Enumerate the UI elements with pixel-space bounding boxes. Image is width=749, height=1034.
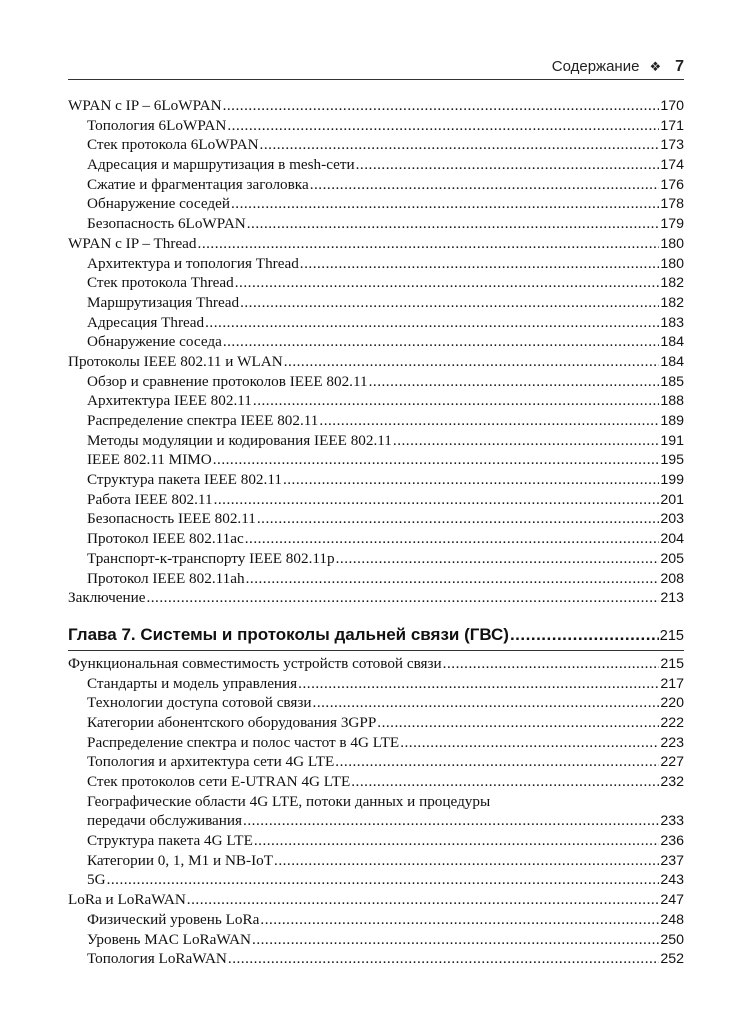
toc-entry[interactable] (68, 96, 684, 116)
toc-title: IEEE 802.11 MIMO (87, 451, 212, 469)
toc-leader (213, 450, 660, 470)
toc-page: 217 (660, 675, 684, 692)
toc-leader (300, 254, 660, 274)
toc-leader (319, 411, 659, 431)
toc-page: 227 (660, 754, 684, 771)
toc-page: 170 (660, 98, 684, 114)
toc-page: 184 (660, 334, 684, 351)
toc-entry[interactable] (68, 450, 684, 470)
toc-title: Обзор и сравнение протоколов IEEE 802.11 (87, 372, 368, 390)
running-header-title: Содержание (551, 58, 640, 75)
page-number: 7 (675, 58, 684, 75)
toc-leader (335, 752, 659, 772)
table-of-contents (68, 96, 684, 969)
toc-entry[interactable] (68, 293, 684, 313)
toc-title: Топология LoRaWAN (87, 950, 227, 968)
toc-page: 173 (660, 137, 684, 154)
toc-page: 183 (660, 314, 684, 331)
toc-page: 176 (660, 176, 684, 193)
toc-leader (260, 910, 659, 930)
toc-title: Сжатие и фрагментация заголовка (87, 175, 309, 193)
toc-title: Маршрутизация Thread (87, 293, 240, 311)
toc-page: 215 (660, 655, 684, 672)
toc-page: 247 (660, 892, 684, 909)
toc-title: Методы модуляции и кодирования IEEE 802.11 (87, 431, 392, 449)
toc-page: 180 (660, 255, 684, 272)
toc-entry[interactable] (68, 352, 684, 372)
toc-leader (400, 733, 659, 753)
toc-entry[interactable] (68, 273, 684, 293)
toc-entry[interactable] (68, 930, 684, 950)
toc-title: Стек протоколов сети E-UTRAN 4G LTE (87, 773, 351, 790)
toc-entry[interactable] (68, 772, 684, 792)
toc-page: 174 (660, 157, 684, 174)
toc-entry[interactable] (68, 674, 684, 694)
toc-page: 180 (660, 235, 684, 252)
toc-page: 248 (660, 911, 684, 928)
toc-page: 236 (660, 833, 684, 850)
toc-entry[interactable] (68, 214, 684, 234)
toc-title: Структура пакета IEEE 802.11 (87, 471, 282, 489)
toc-title: Распределение спектра и полос частот в 4G LTE (87, 733, 400, 751)
toc-chapter-7[interactable] (68, 622, 684, 648)
toc-title: Протоколы IEEE 802.11 и WLAN (68, 352, 283, 370)
toc-page: 213 (660, 590, 684, 607)
chapter-rule (68, 650, 684, 651)
toc-title: Заключение (68, 589, 146, 607)
toc-title: Стек протокола Thread (87, 274, 234, 292)
toc-entry[interactable] (68, 588, 684, 608)
toc-entry[interactable] (68, 194, 684, 214)
toc-entry[interactable] (68, 549, 684, 569)
toc-page: 182 (660, 294, 684, 311)
toc-leader (313, 693, 660, 713)
toc-title: Протокол IEEE 802.11ac (87, 530, 244, 548)
toc-leader (246, 569, 660, 589)
toc-entry[interactable] (68, 529, 684, 549)
toc-title: Стандарты и модель управления (87, 674, 298, 692)
toc-leader (274, 851, 659, 871)
toc-title: Распределение спектра IEEE 802.11 (87, 412, 319, 429)
toc-entry[interactable] (68, 155, 684, 175)
toc-page: 204 (660, 531, 684, 548)
toc-title: Категории абонентского оборудования 3GPP (87, 713, 377, 731)
toc-entry[interactable] (68, 910, 684, 930)
toc-title: Топология и архитектура сети 4G LTE (87, 753, 335, 771)
toc-page: 208 (660, 570, 684, 587)
ornament-icon: ❖ (649, 59, 662, 74)
toc-page: 171 (660, 117, 684, 134)
toc-leader (205, 313, 659, 333)
toc-entry[interactable] (68, 509, 684, 529)
toc-leader (351, 772, 659, 792)
toc-leader (240, 293, 659, 313)
toc-leader (283, 470, 659, 490)
toc-title: передачи обслуживания (87, 812, 243, 830)
toc-section-chapter7-a (68, 654, 684, 792)
toc-leader (223, 96, 660, 116)
toc-entry[interactable] (68, 391, 684, 411)
toc-leader (377, 713, 659, 733)
toc-title: Категории 0, 1, M1 и NB-IoT (87, 851, 274, 869)
toc-entry[interactable] (68, 949, 684, 969)
toc-entry[interactable] (68, 490, 684, 510)
toc-title: Стек протокола 6LoWPAN (87, 136, 259, 154)
toc-title: WPAN с IP – 6LoWPAN (68, 97, 222, 114)
toc-leader (243, 811, 659, 831)
toc-entry[interactable] (68, 890, 684, 910)
toc-title: Протокол IEEE 802.11ah (87, 569, 245, 587)
toc-leader (227, 116, 659, 136)
toc-page: 252 (660, 951, 684, 968)
toc-title: Работа IEEE 802.11 (87, 490, 213, 508)
running-header (68, 56, 684, 78)
toc-title: Физический уровень LoRa (87, 910, 260, 928)
toc-title: Географические области 4G LTE, потоки данных и процедуры (87, 792, 491, 810)
toc-leader (369, 372, 660, 392)
toc-entry[interactable] (68, 693, 684, 713)
toc-page: 195 (660, 452, 684, 469)
toc-leader (260, 135, 660, 155)
toc-page: 243 (660, 872, 684, 889)
toc-title: 5G (87, 871, 106, 889)
toc-entry[interactable] (68, 733, 684, 753)
toc-title: Функциональная совместимость устройств сотовой связи (68, 654, 442, 672)
toc-entry[interactable] (68, 175, 684, 195)
toc-chapter-title: Глава 7. Системы и протоколы дальней связи (ГВС) (68, 624, 509, 644)
toc-entry[interactable] (68, 752, 684, 772)
toc-title: Архитектура IEEE 802.11 (87, 392, 252, 410)
toc-entry[interactable] (68, 569, 684, 589)
toc-title: Уровень MAC LoRaWAN (87, 930, 252, 948)
toc-leader (257, 509, 659, 529)
toc-page: 223 (660, 734, 684, 751)
toc-leader (356, 155, 660, 175)
toc-title: Безопасность 6LoWPAN (87, 215, 246, 233)
toc-entry[interactable] (68, 870, 684, 890)
toc-entry[interactable] (68, 851, 684, 871)
toc-entry[interactable] (68, 313, 684, 333)
toc-leader (252, 930, 659, 950)
toc-leader (146, 588, 659, 608)
toc-section-chapter7-b (68, 831, 684, 969)
toc-page: 232 (660, 774, 684, 790)
toc-entry[interactable] (68, 654, 684, 674)
toc-page: 250 (660, 931, 684, 948)
toc-title: Обнаружение соседей (87, 195, 230, 213)
toc-leader (284, 352, 660, 372)
toc-entry[interactable] (68, 831, 684, 851)
header-rule (68, 79, 684, 80)
toc-title: Транспорт-к-транспорту IEEE 802.11p (87, 549, 335, 567)
toc-entry[interactable] (68, 372, 684, 392)
toc-page: 237 (660, 852, 684, 869)
toc-leader (310, 175, 660, 195)
toc-page: 201 (660, 491, 684, 508)
toc-page: 191 (660, 432, 684, 449)
toc-page: 182 (660, 275, 684, 292)
toc-title: Топология 6LoWPAN (87, 116, 227, 134)
toc-entry-multiline-first[interactable] (68, 792, 684, 812)
toc-page: 188 (660, 393, 684, 410)
toc-leader (107, 870, 660, 890)
toc-entry[interactable] (68, 431, 684, 451)
toc-leader (254, 831, 659, 851)
toc-title: Структура пакета 4G LTE (87, 832, 253, 850)
toc-leader (393, 431, 659, 451)
toc-leader (223, 332, 660, 352)
toc-title: WPAN с IP – Thread (68, 234, 197, 252)
toc-entry[interactable] (68, 411, 684, 431)
toc-title: Обнаружение соседа (87, 333, 222, 351)
toc-title: Адресация Thread (87, 313, 205, 331)
toc-leader (245, 529, 660, 549)
toc-page: 222 (660, 714, 684, 731)
toc-leader (336, 549, 660, 569)
toc-leader (253, 391, 659, 411)
toc-page: 178 (660, 196, 684, 213)
toc-leader (247, 214, 660, 234)
toc-entry[interactable] (68, 470, 684, 490)
toc-title: LoRa и LoRaWAN (68, 891, 186, 909)
toc-page: 179 (660, 216, 684, 233)
toc-page: 189 (660, 413, 684, 429)
toc-leader (231, 194, 659, 214)
toc-leader (228, 949, 659, 969)
toc-page: 220 (660, 695, 684, 712)
toc-leader (187, 890, 660, 910)
toc-leader (214, 490, 660, 510)
toc-page: 184 (660, 353, 684, 370)
toc-page: 215 (659, 627, 684, 644)
toc-page: 185 (660, 373, 684, 390)
toc-entry[interactable] (68, 332, 684, 352)
toc-title: Безопасность IEEE 802.11 (87, 510, 256, 528)
toc-entry[interactable] (68, 713, 684, 733)
toc-entry[interactable] (68, 234, 684, 254)
toc-title: Технологии доступа сотовой связи (87, 694, 312, 712)
toc-entry[interactable] (68, 254, 684, 274)
toc-page: 199 (660, 472, 684, 489)
toc-page: 205 (660, 550, 684, 567)
toc-leader (298, 674, 659, 694)
toc-leader (235, 273, 660, 293)
toc-title: Адресация и маршрутизация в mesh-сети (87, 156, 355, 174)
toc-title: Архитектура и топология Thread (87, 254, 299, 272)
toc-section-chapter6-tail (68, 96, 684, 608)
toc-page: 233 (660, 813, 684, 830)
toc-leader (510, 622, 659, 648)
toc-page: 203 (660, 511, 684, 528)
toc-leader (198, 234, 660, 254)
toc-entry[interactable] (68, 135, 684, 155)
toc-entry-multiline-second[interactable] (68, 811, 684, 831)
toc-leader (443, 654, 660, 674)
toc-entry[interactable] (68, 116, 684, 136)
